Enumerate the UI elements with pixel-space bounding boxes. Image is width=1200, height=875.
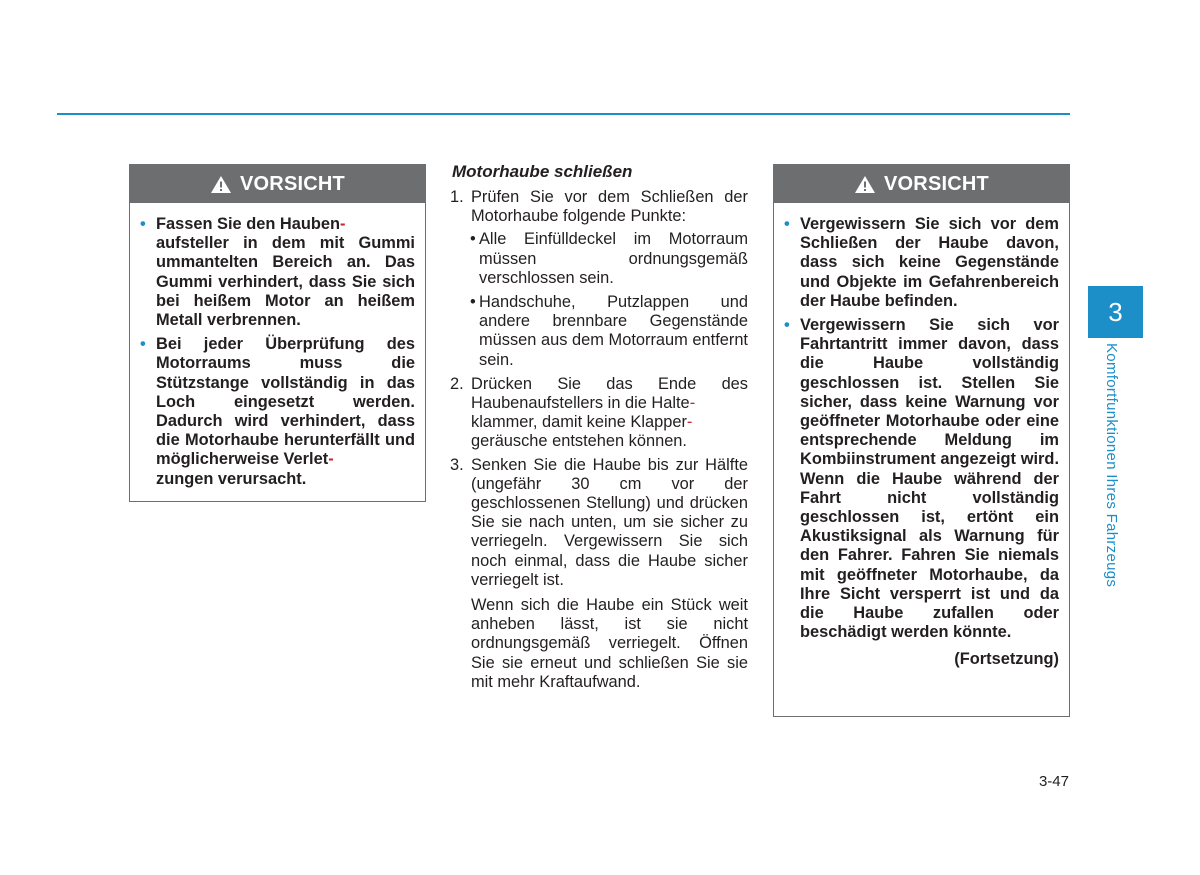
page-number: 3-47 [1038,773,1069,790]
caution-text: Bei jeder Überprüfung des Motorraums muss die Stützstange vollständig in das Loch eingesetzt werden. Dadurch wird verhindert, dass die Motorhaube herunterfällt und möglicherweise Verlet [156,335,415,469]
step-number: 1. [450,188,464,206]
bullet: • [470,230,476,249]
hyphen: - [328,450,334,469]
steps-list [450,188,748,692]
caution-text: Vergewissern Sie sich vor Fahrtantritt immer davon, dass die Haube vollständig geschlossen ist. Stellen Sie sicher, dass keine Warnung vor geöffneter Motorhaube oder eine entsprechende Meldung im Kombiinstrument angezeigt wird. Wenn die Haube während der Fahrt nicht vollständig geschlossen ist, ertönt ein Akustiksignal als Warnung für den Fahrer. Fahren Sie niemals mit geöffneter Motorhaube, da Ihre Sicht versperrt ist und da die Haube zufallen oder beschädigt werden könnte. [800,316,1059,642]
caution-text: zungen verursacht. [156,469,307,488]
chapter-title: Komfortfunktionen Ihres Fahrzeugs [1103,343,1120,588]
section-title: Motorhaube schließen [452,162,633,181]
sub-item-text: Handschuhe, Putzlappen und andere brennbare Gegenstände müssen aus dem Motorraum entfernt sein. [479,293,748,369]
caution-header [774,165,1069,203]
caution-title: VORSICHT [240,172,345,195]
hyphen: - [340,215,346,233]
step-1 [450,188,748,370]
sub-item [471,230,748,288]
continued-label: (Fortsetzung) [954,650,1059,669]
caution-item [784,215,1059,311]
bullet: • [784,215,790,233]
caution-box-right [773,164,1070,717]
step-text: klammer, damit keine Klapper [471,413,687,432]
warning-triangle-icon [854,175,876,194]
step-3 [450,456,748,692]
caution-text: Vergewissern Sie sich vor dem Schließen der Haube davon, dass sich keine Gegenstände und Objekte im Gefahrenbereich der Haube befinden. [800,215,1059,310]
caution-title: VORSICHT [884,172,989,195]
bullet: • [140,215,146,233]
caution-header [130,165,425,203]
step-text: Drücken Sie das Ende des Haubenaufstellers in die Halte [471,374,748,413]
step-text: Prüfen Sie vor dem Schließen der Motorhaube folgende Punkte: [471,188,748,226]
step-2 [450,375,748,452]
sub-item-text: Alle Einfülldeckel im Motorraum müssen ordnungsgemäß verschlossen sein. [479,230,748,287]
bullet: • [140,335,146,354]
caution-item [140,215,415,330]
caution-box-left [129,164,426,502]
chapter-tab: 3 [1088,286,1143,338]
step-number: 3. [450,455,464,474]
instructions-column [450,162,748,696]
bullet: • [470,293,476,312]
step-text: Senken Sie die Haube bis zur Hälfte (ungefähr 30 cm vor der geschlossenen Stellung) und drücken Sie sie nach unten, um sie sicher zu verriegeln. Vergewissern Sie sich noch einmal, dass die Haube sicher verriegelt ist. [471,455,748,589]
bullet: • [784,316,790,335]
header-rule [57,113,1070,115]
hyphen: - [686,413,693,432]
warning-triangle-icon [210,175,232,194]
caution-item [140,335,415,489]
step-note: Wenn sich die Haube ein Stück weit anheben lässt, ist sie nicht ordnungsgemäß verriegelt. Öffnen Sie sie erneut und schließen Sie sie mit mehr Kraftaufwand. [471,596,748,691]
sub-list [471,230,748,369]
step-text: geräusche entstehen können. [471,432,687,451]
caution-text: Fassen Sie den Hauben [156,215,340,233]
caution-item [784,316,1059,642]
caution-text: aufsteller in dem mit Gummi ummantelten Bereich an. Das Gummi verhindert, dass Sie sich bei heißem Motor an heißem Metall verbrennen. [156,234,415,330]
sub-item [471,293,748,370]
step-number: 2. [450,374,464,393]
hyphen: - [689,394,696,413]
